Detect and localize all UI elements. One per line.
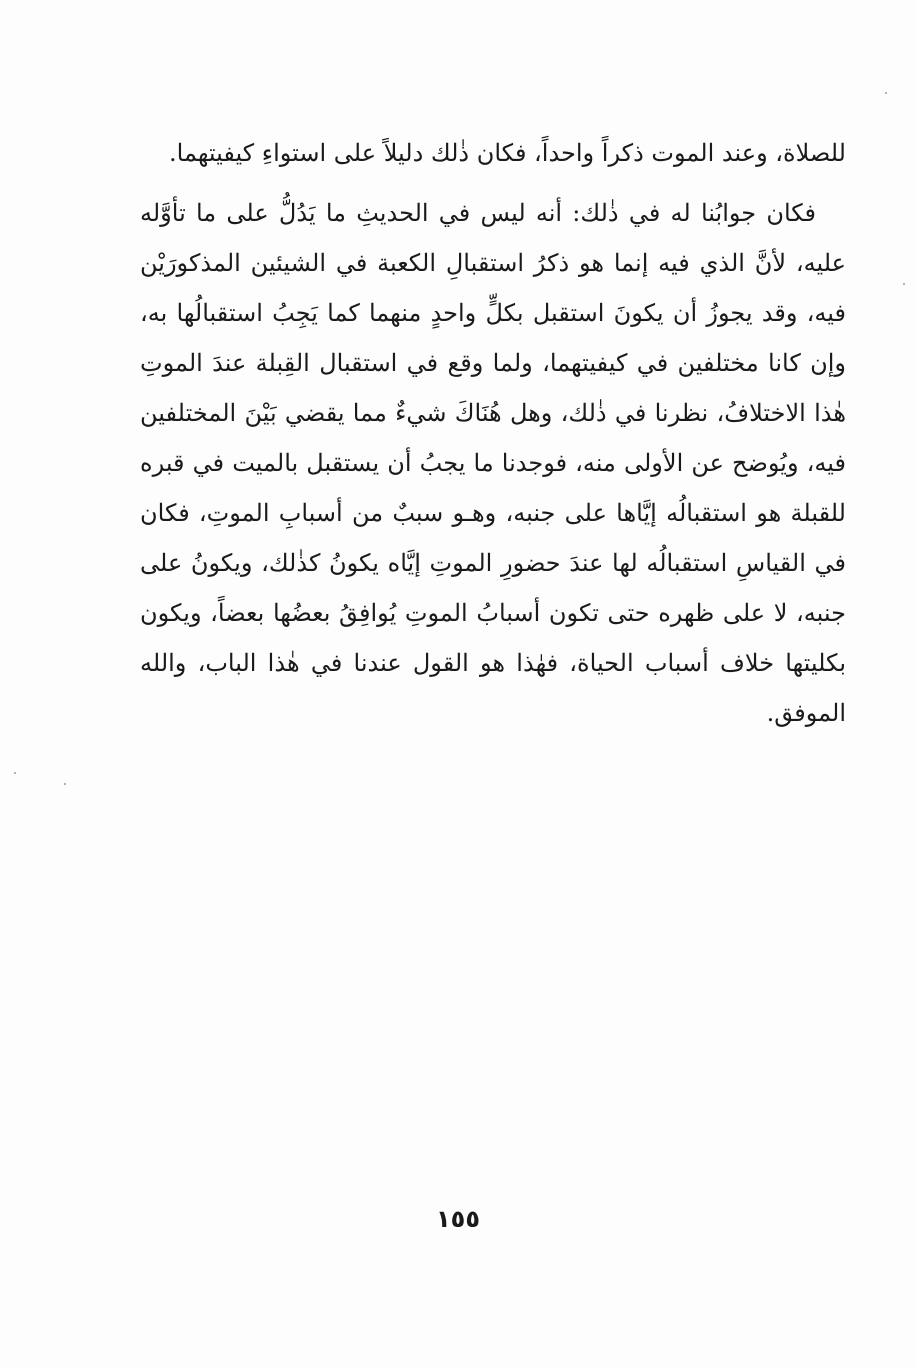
paragraph-1: للصلاة، وعند الموت ذكراً واحداً، فكان ذٰلك دليلاً على استواءِ كيفيتهما. [169,139,846,167]
scan-speck [885,92,887,94]
scan-speck [903,283,905,285]
body-text [140,128,846,738]
scan-speck [64,783,66,785]
scan-speck [14,772,16,774]
paragraph-2: فكان جوابُنا له في ذٰلك: أنه ليس في الحديثِ ما يَدُلُّ على ما تأوَّله عليه، لأنَّ الذي فيه إنما هو ذكرُ استقبالِ الكعبة في الشيئين المذكورَيْن فيه، وقد يجوزُ أن يكونَ استقبل بكلٍّ واحدٍ منهما كما يَجِبُ استقبالُها به، وإن كانا مختلفين في كيفيتهما، ولما وقع في استقبال القِبلة عندَ الموتِ هٰذا الاختلافُ، نظرنا في ذٰلك، وهل هُنَاكَ شيءٌ مما يقضي بَيْنَ المختلفين فيه، ويُوضح عن الأولى منه، فوجدنا ما يجبُ أن يستقبل بالميت في قبره للقبلة هو استقبالُه إيَّاها على جنبه، وهـو سببٌ من أسبابِ الموتِ، فكان في القياسِ استقبالُه لها عندَ حضورِ الموتِ إيَّاه يكونُ كذٰلك، ويكونُ على جنبه، لا على ظهره حتى تكون أسبابُ الموتِ يُوافِقُ بعضُها بعضاً، ويكون بكليتها خلاف أسباب الحياة، فهٰذا هو القول عندنا في هٰذا الباب، والله الموفق. [140,199,846,727]
page-number: ١٥٥ [436,1205,480,1233]
